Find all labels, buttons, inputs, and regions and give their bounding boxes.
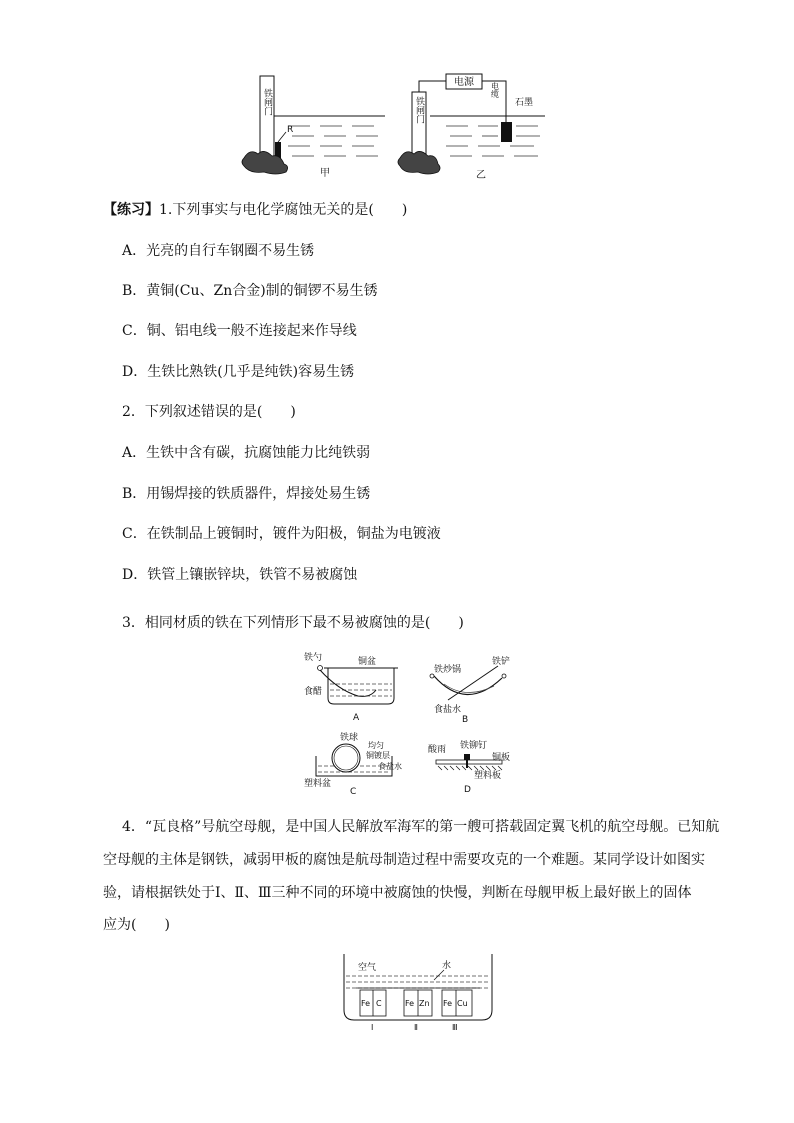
figure-q3-c xyxy=(304,731,402,797)
q3b-wok-label: 铁炒锅 xyxy=(434,665,462,675)
q3b-caption: B xyxy=(462,715,469,725)
q4-cell-3-right: Cu xyxy=(457,999,468,1008)
q2-option-d: D．铁管上镶嵌锌块，铁管不易被腐蚀 xyxy=(122,567,358,583)
figure-gate-corrosion xyxy=(240,70,550,185)
q3b-spatula-label: 铁铲 xyxy=(492,657,511,667)
figure-jia xyxy=(242,76,385,179)
question-1-stem: 【练习】1.下列事实与电化学腐蚀无关的是( ) xyxy=(103,202,408,218)
figure-q3-options xyxy=(298,648,528,798)
q3b-brine-label: 食盐水 xyxy=(434,705,462,715)
question-4-line-2: 空母舰的主体是钢铁，减弱甲板的腐蚀是航母制造过程中需要攻克的一个难题。某同学设计如图实 xyxy=(103,852,705,868)
q4-cell-1-left: Fe xyxy=(361,999,371,1008)
q3c-caption: C xyxy=(350,787,357,797)
figure-q3-a xyxy=(304,651,398,723)
q4-cell-3-left: Fe xyxy=(443,999,453,1008)
q4-cell-1-numeral: Ⅰ xyxy=(371,1023,374,1032)
q3a-spoon-label: 铁勺 xyxy=(304,653,323,663)
q3d-nail-label: 铁铆钉 xyxy=(460,741,488,751)
q4-cell-3 xyxy=(442,990,472,1032)
q2-option-b: B．用锡焊接的铁质器件，焊接处易生锈 xyxy=(122,486,371,502)
yi-gate-label: 铁闸门 xyxy=(414,96,424,124)
question-4-line-1: 4．“瓦良格”号航空母舰，是中国人民解放军海军的第一艘可搭载固定翼飞机的航空母舰。已知航 xyxy=(122,819,720,835)
yi-power-label: 电源 xyxy=(454,77,474,88)
figure-q4-cells xyxy=(338,948,498,1034)
q4-cell-2-right: Zn xyxy=(419,999,430,1008)
jia-gate-label: 铁闸门 xyxy=(262,88,272,116)
q4-cell-3-numeral: Ⅲ xyxy=(452,1023,458,1032)
q4-cell-1-right: C xyxy=(376,999,382,1008)
figure-q3-d xyxy=(428,739,510,795)
question-4-line-3: 验，请根据铁处于Ⅰ、Ⅱ、Ⅲ三种不同的环境中被腐蚀的快慢，判断在母舰甲板上最好嵌上的固体 xyxy=(103,885,692,901)
q3c-ball-label: 铁球 xyxy=(340,733,359,743)
q4-cell-2 xyxy=(404,990,432,1032)
figure-yi xyxy=(398,74,545,181)
q4-cell-1 xyxy=(360,990,386,1032)
question-4-line-4: 应为( ) xyxy=(103,917,170,933)
rocks-icon xyxy=(398,151,440,174)
question-3-stem: 3．相同材质的铁在下列情形下最不易被腐蚀的是( ) xyxy=(122,615,464,631)
q3a-pot-label: 铜盆 xyxy=(358,657,377,667)
yi-cable-label: 电缆 xyxy=(490,82,500,98)
q1-option-d: D．生铁比熟铁(几乎是纯铁)容易生锈 xyxy=(122,364,355,380)
graphite-electrode xyxy=(501,122,512,142)
q3a-vinegar-label: 食醋 xyxy=(304,687,323,697)
q1-option-b: B．黄铜(Cu、Zn合金)制的铜锣不易生锈 xyxy=(122,283,378,299)
q3c-basin-label: 塑料盆 xyxy=(304,779,332,789)
practice-label: 【练习】 xyxy=(103,202,159,218)
q4-air-label: 空气 xyxy=(358,963,377,973)
jia-r-label: R xyxy=(287,125,294,135)
q3a-caption: A xyxy=(353,713,360,723)
q3c-brine-label: 食盐水 xyxy=(378,762,402,771)
figure-q3-b xyxy=(430,655,510,725)
yi-graphite-label: 石墨 xyxy=(515,98,534,108)
question-2-stem: 2．下列叙述错误的是( ) xyxy=(122,404,296,420)
q3d-plate-label: 铜板 xyxy=(492,753,511,763)
q1-option-c: C．铜、铝电线一般不连接起来作导线 xyxy=(122,323,357,339)
q1-option-a: A．光亮的自行车钢圈不易生锈 xyxy=(122,243,315,259)
q3d-rain-label: 酸雨 xyxy=(428,745,447,755)
q2-option-a: A．生铁中含有碳，抗腐蚀能力比纯铁弱 xyxy=(122,445,371,461)
jia-caption: 甲 xyxy=(320,168,330,179)
yi-caption: 乙 xyxy=(476,170,486,181)
q2-option-c: C．在铁制品上镀铜时，镀件为阳极，铜盐为电镀液 xyxy=(122,526,441,542)
q3d-caption: D xyxy=(464,785,471,795)
q4-cell-2-numeral: Ⅱ xyxy=(414,1023,418,1032)
q4-cell-2-left: Fe xyxy=(405,999,415,1008)
q3c-coat2-label: 铜镀层 xyxy=(366,751,390,760)
q4-water-label: 水 xyxy=(442,961,452,971)
q3d-plastic-label: 塑料板 xyxy=(474,771,502,781)
q3c-coat1-label: 均匀 xyxy=(368,741,384,750)
